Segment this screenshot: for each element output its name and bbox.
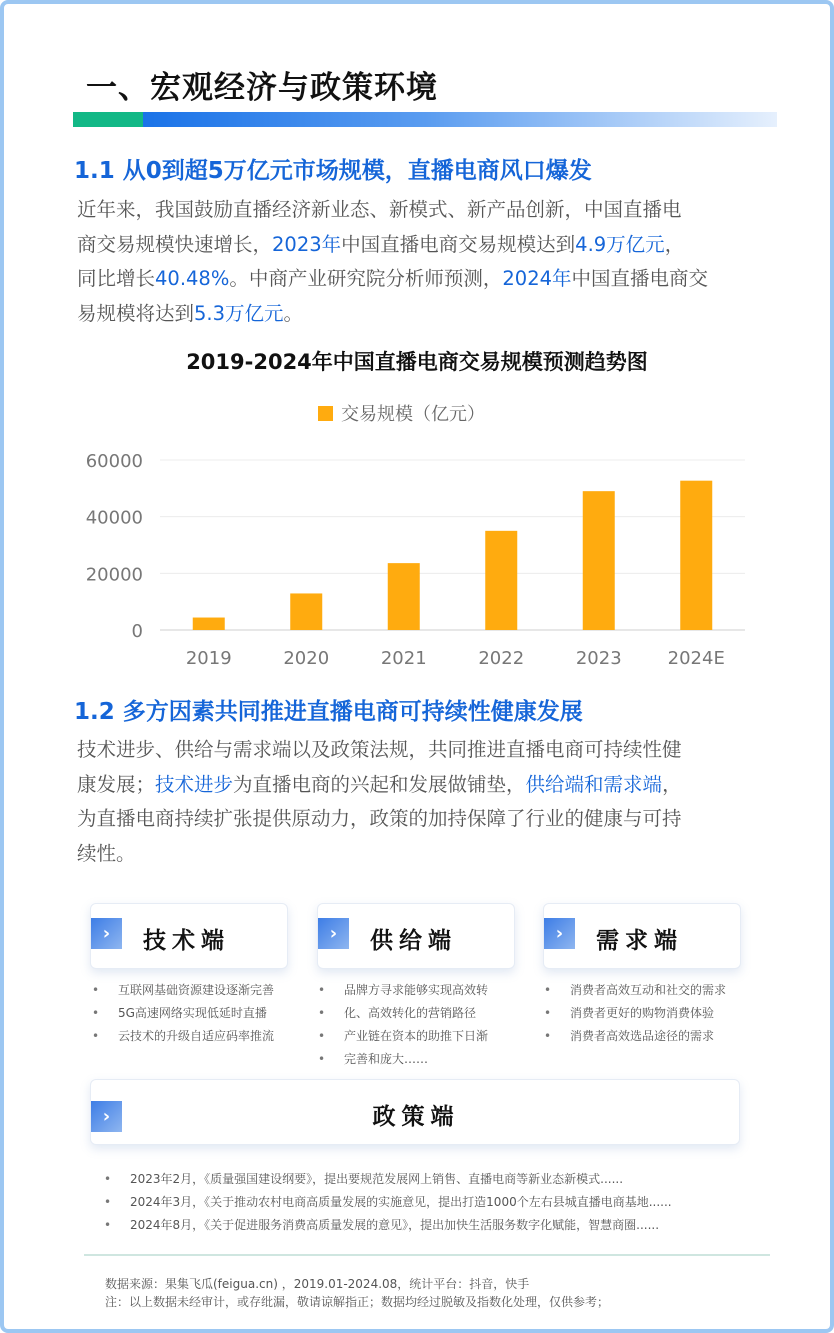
- list-item: • 5G高速网络实现低延时直播: [92, 1002, 302, 1025]
- chart-y-axis: [86, 451, 143, 642]
- tech-card: [90, 903, 288, 969]
- s1-line-3: 同比增长40.48%。中商产业研究院分析师预测，2024年中国直播电商交: [77, 267, 709, 290]
- x-tick-label: 2020: [283, 648, 330, 669]
- s1-line-1: 近年来，我国鼓励直播经济新业态、新模式、新产品创新，中国直播电: [77, 198, 682, 221]
- y-tick-label: 20000: [85, 564, 143, 586]
- list-item: • 2023年2月，《质量强国建设纲要》，提出要规范发展网上销售、直播电商等新业态新模式......: [104, 1168, 784, 1191]
- supply-list: [318, 979, 528, 1071]
- supply-card: [317, 903, 515, 969]
- x-tick-label: 2022: [478, 648, 525, 669]
- demand-card-label: 需求端: [596, 928, 683, 954]
- bar-2020: [290, 593, 322, 630]
- data-source: 数据来源：果集飞瓜(feigua.cn) ，2019.01-2024.08，统计平台：抖音，快手: [105, 1277, 530, 1291]
- list-item-continued: • 化、高效转化的营销路径: [318, 1002, 528, 1025]
- chevron-right-icon: ›: [318, 918, 349, 949]
- policy-card: [90, 1079, 740, 1145]
- s2-line-2: 康发展；技术进步为直播电商的兴起和发展做铺垫，供给端和需求端，: [77, 772, 682, 796]
- policy-card-label: 政策端: [372, 1104, 460, 1130]
- data-note: 注：以上数据未经审计，或存纰漏，敬请谅解指正；数据均经过脱敏及指数化处理，仅供参考；: [105, 1295, 610, 1309]
- bar-2024E: [680, 481, 712, 630]
- chevron-right-icon: ›: [91, 918, 122, 949]
- section-1-heading: 1.1 从0到超5万亿元市场规模，直播电商风口爆发: [74, 158, 592, 184]
- list-item: • 互联网基础资源建设逐渐完善: [92, 979, 302, 1002]
- demand-card: [543, 903, 741, 969]
- footer-divider: [84, 1254, 770, 1256]
- x-tick-label: 2021: [380, 648, 427, 669]
- policy-list: [104, 1168, 784, 1237]
- s2-line-1: 技术进步、供给与需求端以及政策法规，共同推进直播电商可持续性健: [77, 738, 682, 761]
- demand-list: [544, 979, 764, 1048]
- y-tick-label: 40000: [85, 507, 143, 529]
- chart-bars: [193, 481, 713, 630]
- tech-card-label: 技术端: [143, 928, 230, 954]
- list-item: • 消费者更好的购物消费体验: [544, 1002, 764, 1025]
- list-item: • 2024年8月，《关于促进服务消费高质量发展的意见》，提出加快生活服务数字化赋能，智慧商圈......: [104, 1214, 784, 1237]
- legend-swatch: [318, 406, 333, 421]
- section-1-paragraph: [77, 193, 777, 331]
- bar-2019: [193, 618, 225, 630]
- chart-gridlines: [160, 460, 745, 630]
- supply-card-label: 供给端: [370, 928, 457, 954]
- x-tick-label: 2023: [575, 648, 622, 669]
- s2-line-3: 为直播电商持续扩张提供原动力，政策的加持保障了行业的健康与可持: [77, 807, 682, 830]
- bar-2022: [485, 531, 517, 630]
- list-item: • 消费者高效选品途径的需求: [544, 1025, 764, 1048]
- chart-title: 2019-2024年中国直播电商交易规模预测趋势图: [186, 350, 648, 374]
- list-item: • 品牌方寻求能够实现高效转: [318, 979, 528, 1002]
- bar-2023: [583, 491, 615, 630]
- s1-line-4: 易规模将达到5.3万亿元。: [77, 301, 304, 325]
- tech-list: [92, 979, 302, 1048]
- section-2-heading: 1.2 多方因素共同推进直播电商可持续性健康发展: [74, 699, 583, 725]
- list-item: • 2024年3月，《关于推动农村电商高质量发展的实施意见，提出打造1000个左右县城直播电商基地......: [104, 1191, 784, 1214]
- x-tick-label: 2019: [185, 648, 232, 669]
- s2-line-4: 续性。: [77, 841, 136, 865]
- list-item: • 消费者高效互动和社交的需求: [544, 979, 764, 1002]
- bar-chart: [0, 390, 834, 680]
- chart-x-axis: [186, 648, 725, 669]
- list-item: • 云技术的升级自适应码率推流: [92, 1025, 302, 1048]
- page-title: 一、宏观经济与政策环境: [86, 70, 438, 106]
- chevron-right-icon: ›: [544, 918, 575, 949]
- list-item: • 产业链在资本的助推下日渐: [318, 1025, 528, 1048]
- legend-label: 交易规模（亿元）: [341, 404, 485, 425]
- x-tick-label: 2024E: [667, 648, 725, 669]
- s1-line-2: 商交易规模快速增长，2023年中国直播电商交易规模达到4.9万亿元，: [77, 232, 685, 256]
- list-item-continued: • 完善和庞大……: [318, 1048, 528, 1071]
- section-2-paragraph: [77, 733, 777, 871]
- title-underline-bar: [73, 112, 777, 127]
- bar-2021: [388, 563, 420, 630]
- y-tick-label: 0: [131, 621, 143, 642]
- chevron-right-icon: ›: [91, 1101, 122, 1132]
- y-tick-label: 60000: [85, 451, 143, 472]
